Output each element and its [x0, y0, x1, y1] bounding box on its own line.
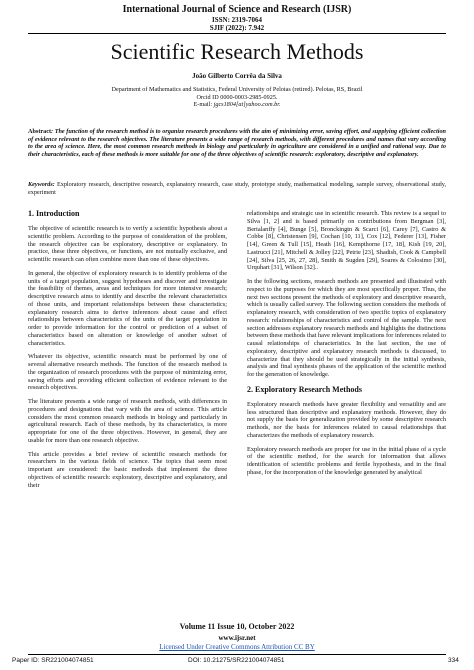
keywords-label: Keywords: [28, 181, 55, 188]
author-name: João Gilberto Corrêa da Silva [192, 72, 282, 80]
email-label: E-mail: [193, 101, 213, 108]
paragraph: relationships and strategic use in scientific research. This review is a sequel to Silva [1, 2] and is based primarily on contributions from Bergman [3], Bertalanffy [4], Bunge [5], Bronckingtn & Scarci [6], Carey [7], Castro & Cobbe [8], Christensen [9], Cochan [10, 11], Cox [12], Federer [13], Fisher [14], Green & Tull [15], Heath [16], Kempthorne [17, 18], Kish [19, 20], Lastrucci [21], Mitchell & Jolley [22], Petrie [23], Shadish, Cook & Campbell [24], Silva [25, 26, 27, 28], Smith & Sugden [29], Soares & Colosimo [30], Urquhart [31], Wilson [32].. [247, 210, 446, 272]
affiliation-line: Department of Mathematics and Statistics, Federal University of Pelotas (retired). Pelotas, RS, Brazil [111, 86, 363, 93]
footer-url-link[interactable]: www.ijsr.net [218, 634, 256, 642]
paragraph: Exploratory research methods have greater flexibility and versatility and are less structured than descriptive and explanatory methods. However, they do not supply the basis for generalization provided by some descriptive research methods, nor the basis for inferences related to causal relationships that characterizes the methods of explanatory research. [247, 400, 446, 439]
paragraph: Whatever its objective, scientific research must be performed by one of several alternative research methods. The function of the research method is the organization of research procedures with the purpose of minimizing error, saving efforts and providing efficient collection of evidence relevant to the research objectives. [28, 353, 227, 392]
issn: ISSN: 2319-7064 [212, 16, 262, 24]
paragraph: This article provides a brief review of scientific research methods for researchers in the various fields of science. The topics that seem most important are considered: the basic methods that implement the three objectives of scientific research: exploratory, descriptive and explanatory, and their [28, 450, 227, 489]
keywords [28, 181, 446, 196]
email-link[interactable]: jgcs1804[at]yahoo.com.br. [213, 101, 281, 108]
doi-link[interactable]: DOI: 10.21275/SR221004074851 [188, 657, 285, 664]
section-heading: 1. Introduction [28, 209, 80, 218]
footer-bar [0, 656, 474, 668]
orcid-line: Orcid ID 0000-0003-2985-0925. [196, 93, 278, 101]
page-number: 334 [448, 657, 459, 664]
section-heading: 2. Exploratory Research Methods [247, 384, 362, 394]
right-column [247, 210, 446, 483]
keywords-text: Exploratory research, descriptive research, explanatory research, case study, prototype study, mathematical modeling, sample survey, observational study, experiment [28, 181, 446, 196]
footer-volume: Volume 11 Issue 10, October 2022 [179, 622, 295, 631]
footer-rule [28, 654, 446, 655]
abstract [28, 128, 446, 158]
paper-id: Paper ID: SR221004074851 [12, 657, 94, 664]
email-line [0, 101, 474, 109]
footer-license-link[interactable]: Licensed Under Creative Commons Attribution CC BY [159, 643, 315, 651]
abstract-text: : The function of the research method is to organize research procedures with the aim of minimizing error, saving effort, and supplying efficient collection of evidence relevant to the research objectives. The literature presents a wide range of research methods, with different procedures and names that vary according to the area of science. Here, the most common research methods in biology and particularly in agriculture are considered in a unified and rational way. Due to their characteristics, each of these methods is more suitable for one of the three objectives of scientific research: exploratory, descriptive and explanatory. [28, 128, 446, 158]
paragraph: The literature presents a wide range of research methods, with differences in procedures and designations that vary with the area of science. This article considers the most common research methods in biology and particularly in agricultural research. Each of these methods, by its characteristics, is more appropriate for one of the three objectives. However, in general, they are usable for more than one research objective. [28, 398, 227, 444]
paragraph: The objective of scientific research is to verify a scientific hypothesis about a scientific problem. According to the purpose of consideration of the problem, the research objective can be exploratory, descriptive or explanatory. In practice, these three objectives, or functions, are not mutually exclusive, and scientific research can often combine more than one of these objectives. [28, 225, 227, 263]
left-column [28, 209, 227, 495]
paragraph: In general, the objective of exploratory research is to identify problems of the units of a target population, suggest hypotheses and discover and investigate the feasibility of themes, areas and techniques for more intensive research; descriptive research aims to identify and describe the relevant characteristics of those units, and important relationships between these characteristics; explanatory research aims to derive inferences about cause and effect relationships between characteristics of the units of the target population in order to provide information for the control or prediction of a subset of characteristics based on alteration or knowledge of another subset of characteristics. [28, 269, 227, 347]
affiliation [0, 86, 474, 109]
paragraph: In the following sections, research methods are presented and illustrated with respect to the purposes for which they are most specifically proper. Thus, the next two sections present the methods of exploratory and descriptive research, which is usually called survey. The following section considers the methods of explanatory research, with consideration of two specific topics of explanatory research: relationships of characteristics and control of the sample. The next section addresses explanatory research methods and highlights the distinctions between these methods that have relevant implications for inferences related to causal relationships of characteristics. In the last section, the use of exploratory, descriptive and explanatory research methods is discussed, to characterize that they should be used strategically in the initial synthesis, analysis and final synthesis phases of the application of the scientific method for the generation of knowledge. [247, 278, 446, 378]
paper-title: Scientific Research Methods [110, 39, 364, 64]
sjif: SJIF (2022): 7.942 [209, 24, 265, 32]
abstract-label: Abstract [28, 128, 52, 135]
header-rule [28, 33, 446, 34]
paragraph: Exploratory research methods are proper for use in the initial phase of a cycle of the scientific method, for the search for information that allows identification of scientific problems and fertile hypothesis, and in the final phase, for the incorporation of the knowledge generated by analytical [247, 445, 446, 476]
journal-name: International Journal of Science and Research (IJSR) [122, 4, 352, 15]
